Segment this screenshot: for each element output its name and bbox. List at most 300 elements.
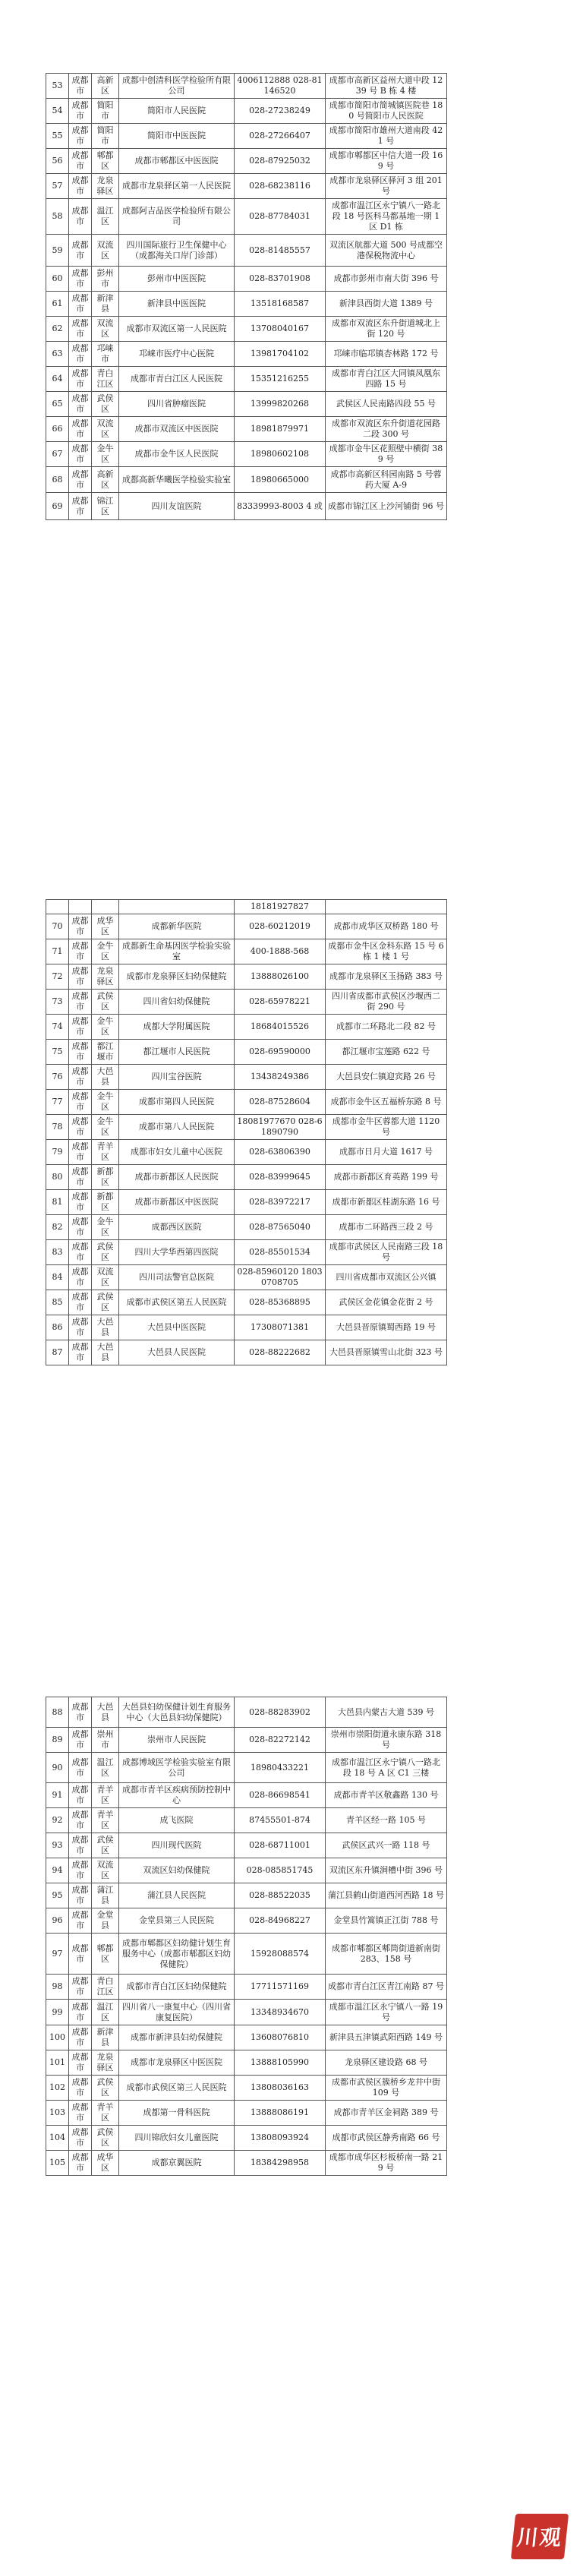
row-number: 71	[46, 939, 69, 964]
table-row	[46, 199, 447, 235]
table-row	[46, 1340, 447, 1365]
table-row	[46, 235, 447, 267]
table-row	[46, 392, 447, 417]
table-row	[46, 2050, 447, 2076]
district-cell: 新津县	[92, 292, 119, 317]
row-number: 94	[46, 1858, 69, 1883]
district-cell: 武侯区	[92, 1290, 119, 1315]
district-cell: 青白江区	[92, 367, 119, 392]
hospital-name-cell: 四川省八一康复中心（四川省康复医院）	[119, 2000, 235, 2025]
row-number: 69	[46, 493, 69, 520]
address-cell: 武侯区武兴一路 118 号	[326, 1833, 447, 1858]
hospital-name-cell: 四川锦欣妇女儿童医院	[119, 2126, 235, 2151]
hospital-name-cell: 成都市龙泉驿区妇幼保健院	[119, 964, 235, 990]
table-row	[46, 1265, 447, 1290]
watermark-text: 川观	[515, 2525, 564, 2550]
address-cell: 成都市新都区育英路 199 号	[326, 1165, 447, 1190]
hospital-table-1	[46, 73, 447, 520]
district-cell: 金牛区	[92, 939, 119, 964]
phone-cell: 028-83701908	[235, 267, 326, 292]
phone-cell: 400-1888-568	[235, 939, 326, 964]
address-cell: 成都市日月大道 1617 号	[326, 1140, 447, 1165]
hospital-name-cell: 蒲江县人民医院	[119, 1883, 235, 1908]
row-number: 70	[46, 914, 69, 939]
district-cell: 新都区	[92, 1165, 119, 1190]
row-number: 60	[46, 267, 69, 292]
address-cell: 都江堰市宝莲路 622 号	[326, 1040, 447, 1065]
district-cell: 双流区	[92, 417, 119, 442]
phone-cell: 13438249386	[235, 1065, 326, 1090]
hospital-name-cell: 四川友谊医院	[119, 493, 235, 520]
address-cell: 成都市郫都区中信大道一段 169 号	[326, 149, 447, 174]
table-row	[46, 1783, 447, 1808]
hospital-name-cell: 成都中创清科医学检验所有限公司	[119, 74, 235, 99]
hospital-name-cell: 成都阿吉品医学检验所有限公司	[119, 199, 235, 235]
city-cell: 成都市	[69, 2151, 92, 2176]
address-cell: 成都市龙泉驿区玉扬路 383 号	[326, 964, 447, 990]
city-cell: 成都市	[69, 1340, 92, 1365]
phone-cell: 13888105990	[235, 2050, 326, 2076]
address-cell: 新津县五津镇武阳西路 149 号	[326, 2025, 447, 2050]
address-cell: 武侯区金花镇金花街 2 号	[326, 1290, 447, 1315]
phone-cell: 028-27266407	[235, 124, 326, 149]
city-cell: 成都市	[69, 317, 92, 342]
city-cell: 成都市	[69, 1975, 92, 2000]
hospital-name-cell: 成都新生命基因医学检验实验室	[119, 939, 235, 964]
hospital-name-cell: 简阳市中医医院	[119, 124, 235, 149]
district-cell: 大邑县	[92, 1065, 119, 1090]
hospital-name-cell: 成都第一骨科医院	[119, 2101, 235, 2126]
row-number: 102	[46, 2076, 69, 2101]
table-row	[46, 2000, 447, 2025]
phone-cell: 15928088574	[235, 1934, 326, 1975]
city-cell: 成都市	[69, 1190, 92, 1215]
district-cell: 高新区	[92, 467, 119, 493]
row-number: 57	[46, 174, 69, 199]
city-cell: 成都市	[69, 1858, 92, 1883]
address-cell: 成都市金牛区五福桥东路 8 号	[326, 1090, 447, 1115]
row-number: 84	[46, 1265, 69, 1290]
phone-cell: 4006112888 028-81146520	[235, 74, 326, 99]
row-number: 76	[46, 1065, 69, 1090]
hospital-name-cell: 成都市龙泉驿区中医医院	[119, 2050, 235, 2076]
address-cell: 邛崃市临邛镇杏林路 172 号	[326, 342, 447, 367]
table-row	[46, 1165, 447, 1190]
district-cell: 金牛区	[92, 442, 119, 467]
city-cell: 成都市	[69, 1833, 92, 1858]
hospital-name-cell: 四川司法警官总医院	[119, 1265, 235, 1290]
city-cell: 成都市	[69, 2025, 92, 2050]
address-cell: 成都市武侯区人民南路三段 18 号	[326, 1240, 447, 1265]
city-cell: 成都市	[69, 99, 92, 124]
table-row	[46, 1115, 447, 1140]
hospital-name-cell: 大邑县人民医院	[119, 1340, 235, 1365]
district-cell: 武侯区	[92, 2126, 119, 2151]
table-row	[46, 417, 447, 442]
address-cell: 成都市高新区科园南路 5 号蓉药大厦 A-9	[326, 467, 447, 493]
city-cell: 成都市	[69, 174, 92, 199]
city-cell: 成都市	[69, 1728, 92, 1753]
city-cell: 成都市	[69, 149, 92, 174]
row-number: 75	[46, 1040, 69, 1065]
city-cell: 成都市	[69, 1697, 92, 1728]
hospital-name-cell: 大邑县中医医院	[119, 1315, 235, 1340]
table-row	[46, 1728, 447, 1753]
city-cell: 成都市	[69, 2126, 92, 2151]
phone-cell: 17711571169	[235, 1975, 326, 2000]
hospital-name-cell: 邛崃市医疗中心医院	[119, 342, 235, 367]
city-cell: 成都市	[69, 1290, 92, 1315]
address-cell: 成都市青白江区青江南路 87 号	[326, 1975, 447, 2000]
address-cell: 成都市金牛区花照壁中横街 389 号	[326, 442, 447, 467]
address-cell: 成都市双流区东升街道花园路二段 300 号	[326, 417, 447, 442]
district-cell: 青羊区	[92, 1140, 119, 1165]
city-cell: 成都市	[69, 1040, 92, 1065]
phone-cell: 028-85960120 18030708705	[235, 1265, 326, 1290]
district-cell: 崇州市	[92, 1728, 119, 1753]
phone-cell: 028-27238249	[235, 99, 326, 124]
district-cell: 温江区	[92, 2000, 119, 2025]
address-cell: 成都市温江区永宁镇八一路 19 号	[326, 2000, 447, 2025]
city-cell: 成都市	[69, 442, 92, 467]
table-row	[46, 2126, 447, 2151]
table-row	[46, 124, 447, 149]
district-cell: 郫都区	[92, 149, 119, 174]
table-row	[46, 292, 447, 317]
address-cell: 大邑县晋原镇蜀西路 19 号	[326, 1315, 447, 1340]
city-cell: 成都市	[69, 367, 92, 392]
table-row	[46, 74, 447, 99]
row-number: 54	[46, 99, 69, 124]
district-cell: 温江区	[92, 199, 119, 235]
address-cell: 成都市郫都区郫筒街道新南街 283、158 号	[326, 1934, 447, 1975]
row-number: 74	[46, 1015, 69, 1040]
row-number: 86	[46, 1315, 69, 1340]
hospital-name-cell: 成都市青羊区疾病预防控制中心	[119, 1783, 235, 1808]
district-cell: 温江区	[92, 1753, 119, 1783]
hospital-name-cell: 简阳市人民医院	[119, 99, 235, 124]
phone-cell: 028-69590000	[235, 1040, 326, 1065]
district-cell: 武侯区	[92, 990, 119, 1015]
row-number: 73	[46, 990, 69, 1015]
city-cell: 成都市	[69, 417, 92, 442]
address-cell: 成都市青羊区敬鑫路 130 号	[326, 1783, 447, 1808]
address-cell: 成都市彭州市南大街 396 号	[326, 267, 447, 292]
address-cell: 成都市二环路北二段 82 号	[326, 1015, 447, 1040]
table-row	[46, 149, 447, 174]
row-number: 96	[46, 1908, 69, 1934]
district-cell: 龙泉驿区	[92, 2050, 119, 2076]
phone-cell: 13808036163	[235, 2076, 326, 2101]
hospital-name-cell: 成都市青白江区人民医院	[119, 367, 235, 392]
hospital-name-cell: 双流区妇幼保健院	[119, 1858, 235, 1883]
address-cell: 成都市金牛区蓉都大道 1120 号	[326, 1115, 447, 1140]
city-cell: 成都市	[69, 964, 92, 990]
phone-cell: 17308071381	[235, 1315, 326, 1340]
table-row	[46, 2151, 447, 2176]
phone-cell: 028-68711001	[235, 1833, 326, 1858]
hospital-name-cell: 成都市武侯区第三人民医院	[119, 2076, 235, 2101]
hospital-name-cell: 成都市龙泉驿区第一人民医院	[119, 174, 235, 199]
address-cell: 成都市温江区永宁镇八一路北段 18 号医科马都基地一期 1 区 D1 栋	[326, 199, 447, 235]
district-cell: 武侯区	[92, 1833, 119, 1858]
hospital-name-cell: 成都市青白江区妇幼保健院	[119, 1975, 235, 2000]
district-cell: 蒲江县	[92, 1883, 119, 1908]
table-row	[46, 442, 447, 467]
phone-cell: 18980602108	[235, 442, 326, 467]
phone-cell: 028-85501534	[235, 1240, 326, 1265]
city-cell: 成都市	[69, 1115, 92, 1140]
phone-cell: 028-63806390	[235, 1140, 326, 1165]
phone-cell: 028-86698541	[235, 1783, 326, 1808]
hospital-name-cell: 成都市妇女儿童中心医院	[119, 1140, 235, 1165]
phone-cell: 028-87528604	[235, 1090, 326, 1115]
row-number: 103	[46, 2101, 69, 2126]
phone-cell: 13348934670	[235, 2000, 326, 2025]
hospital-name-cell: 彭州市中医医院	[119, 267, 235, 292]
hospital-name-cell: 成都博域医学检验实验室有限公司	[119, 1753, 235, 1783]
address-cell: 成都市简阳市雄州大道南段 421 号	[326, 124, 447, 149]
phone-cell: 13608076810	[235, 2025, 326, 2050]
row-number: 101	[46, 2050, 69, 2076]
district-cell: 新都区	[92, 1190, 119, 1215]
address-cell: 成都市武侯区簇桥乡龙井中街 109 号	[326, 2076, 447, 2101]
phone-cell: 83339993-8003 4 或	[235, 493, 326, 520]
hospital-name-cell: 成都市新津县妇幼保健院	[119, 2025, 235, 2050]
table-row	[46, 1315, 447, 1340]
district-cell: 武侯区	[92, 2076, 119, 2101]
hospital-name-cell: 四川宝谷医院	[119, 1065, 235, 1090]
district-cell: 郫都区	[92, 1934, 119, 1975]
city-cell: 成都市	[69, 1165, 92, 1190]
phone-cell: 18980433221	[235, 1753, 326, 1783]
chuanguan-watermark-logo	[511, 2514, 569, 2559]
phone-cell: 028-87784031	[235, 199, 326, 235]
row-number: 66	[46, 417, 69, 442]
hospital-name-cell: 大邑县妇幼保健计划生育服务中心（大邑县妇幼保健院）	[119, 1697, 235, 1728]
table-row	[46, 1065, 447, 1090]
city-cell: 成都市	[69, 74, 92, 99]
address-cell: 成都市金牛区金科东路 15 号 6 栋 1 楼 1 号	[326, 939, 447, 964]
address-cell: 成都市成华区杉板桥南一路 219 号	[326, 2151, 447, 2176]
table-row	[46, 342, 447, 367]
table-row	[46, 1753, 447, 1783]
city-cell: 成都市	[69, 914, 92, 939]
district-cell: 大邑县	[92, 1315, 119, 1340]
row-number: 90	[46, 1753, 69, 1783]
address-cell: 金堂县竹篙镇正江街 788 号	[326, 1908, 447, 1934]
row-number: 89	[46, 1728, 69, 1753]
phone-cell: 028-84968227	[235, 1908, 326, 1934]
city-cell: 成都市	[69, 1065, 92, 1090]
city-cell: 成都市	[69, 342, 92, 367]
table-row	[46, 2076, 447, 2101]
table-row	[46, 990, 447, 1015]
phone-cell: 028-85368895	[235, 1290, 326, 1315]
phone-cell: 13888026100	[235, 964, 326, 990]
table-row	[46, 1140, 447, 1165]
address-cell: 大邑县安仁镇迎宾路 26 号	[326, 1065, 447, 1090]
address-cell: 成都市新都区桂湖东路 16 号	[326, 1190, 447, 1215]
city-cell: 成都市	[69, 1808, 92, 1833]
phone-cell: 028-88283902	[235, 1697, 326, 1728]
table-row	[46, 1240, 447, 1265]
row-number: 92	[46, 1808, 69, 1833]
hospital-name-cell: 成都市金牛区人民医院	[119, 442, 235, 467]
table-row	[46, 1215, 447, 1240]
continuation-tel: 18181927827	[235, 900, 326, 914]
row-number: 63	[46, 342, 69, 367]
address-cell: 大邑县内蒙古大道 539 号	[326, 1697, 447, 1728]
row-number: 105	[46, 2151, 69, 2176]
city-cell: 成都市	[69, 2076, 92, 2101]
row-number: 65	[46, 392, 69, 417]
hospital-name-cell: 四川大学华西第四医院	[119, 1240, 235, 1265]
row-number: 98	[46, 1975, 69, 2000]
phone-cell: 87455501-874	[235, 1808, 326, 1833]
phone-cell: 18384298958	[235, 2151, 326, 2176]
row-number: 55	[46, 124, 69, 149]
address-cell: 大邑县晋原镇雪山北街 323 号	[326, 1340, 447, 1365]
phone-cell: 028-65978221	[235, 990, 326, 1015]
row-number: 91	[46, 1783, 69, 1808]
table-row	[46, 99, 447, 124]
row-number: 82	[46, 1215, 69, 1240]
city-cell: 成都市	[69, 1015, 92, 1040]
hospital-name-cell: 成都市双流区中医医院	[119, 417, 235, 442]
row-number: 56	[46, 149, 69, 174]
phone-cell: 15351216255	[235, 367, 326, 392]
phone-cell: 13888086191	[235, 2101, 326, 2126]
district-cell: 锦江区	[92, 493, 119, 520]
address-cell: 成都市青白江区大同镇凤凰东四路 15 号	[326, 367, 447, 392]
hospital-name-cell: 崇州市人民医院	[119, 1728, 235, 1753]
row-number: 68	[46, 467, 69, 493]
city-cell: 成都市	[69, 1753, 92, 1783]
city-cell: 成都市	[69, 1265, 92, 1290]
city-cell: 成都市	[69, 1090, 92, 1115]
phone-cell: 13999820268	[235, 392, 326, 417]
district-cell: 简阳市	[92, 99, 119, 124]
district-cell: 双流区	[92, 317, 119, 342]
city-cell: 成都市	[69, 939, 92, 964]
address-cell: 成都市锦江区上沙河铺街 96 号	[326, 493, 447, 520]
row-number: 77	[46, 1090, 69, 1115]
continuation-row	[46, 900, 447, 914]
hospital-name-cell: 成都市第四人民医院	[119, 1090, 235, 1115]
phone-cell: 13808093924	[235, 2126, 326, 2151]
address-cell: 龙泉驿区建设路 68 号	[326, 2050, 447, 2076]
district-cell: 金牛区	[92, 1215, 119, 1240]
district-cell: 青羊区	[92, 2101, 119, 2126]
city-cell: 成都市	[69, 2000, 92, 2025]
table-row	[46, 1934, 447, 1975]
city-cell: 成都市	[69, 267, 92, 292]
row-number: 61	[46, 292, 69, 317]
phone-cell: 13708040167	[235, 317, 326, 342]
table-row	[46, 1040, 447, 1065]
table-row	[46, 1090, 447, 1115]
address-cell: 成都市二环路西三段 2 号	[326, 1215, 447, 1240]
row-number: 67	[46, 442, 69, 467]
district-cell: 邛崃市	[92, 342, 119, 367]
phone-cell: 028-085851745	[235, 1858, 326, 1883]
address-cell: 蒲江县鹤山街道西河西路 18 号	[326, 1883, 447, 1908]
address-cell: 四川省成都市武侯区沙堰西二街 290 号	[326, 990, 447, 1015]
hospital-name-cell: 成都市郫都区妇幼健计划生育服务中心（成都市郫都区妇幼保健院）	[119, 1934, 235, 1975]
hospital-name-cell: 成都市郫都区中医医院	[119, 149, 235, 174]
address-cell: 四川省成都市双流区公兴镇	[326, 1265, 447, 1290]
phone-cell: 13981704102	[235, 342, 326, 367]
hospital-name-cell: 成飞医院	[119, 1808, 235, 1833]
city-cell: 成都市	[69, 235, 92, 267]
phone-cell: 18980665000	[235, 467, 326, 493]
hospital-name-cell: 成都大学附属医院	[119, 1015, 235, 1040]
district-cell: 高新区	[92, 74, 119, 99]
phone-cell: 13518168587	[235, 292, 326, 317]
hospital-name-cell: 四川现代医院	[119, 1833, 235, 1858]
hospital-name-cell: 新津县中医医院	[119, 292, 235, 317]
city-cell: 成都市	[69, 1783, 92, 1808]
phone-cell: 18684015526	[235, 1015, 326, 1040]
phone-cell: 028-83999645	[235, 1165, 326, 1190]
city-cell: 成都市	[69, 292, 92, 317]
city-cell: 成都市	[69, 990, 92, 1015]
district-cell: 青羊区	[92, 1808, 119, 1833]
district-cell: 青白江区	[92, 1975, 119, 2000]
address-cell: 成都市双流区东升街道城北上街 120 号	[326, 317, 447, 342]
district-cell: 龙泉驿区	[92, 174, 119, 199]
row-number: 58	[46, 199, 69, 235]
hospital-name-cell: 成都高新华曦医学检验实验室	[119, 467, 235, 493]
row-number: 53	[46, 74, 69, 99]
city-cell: 成都市	[69, 493, 92, 520]
hospital-name-cell: 成都市武侯区第五人民医院	[119, 1290, 235, 1315]
row-number: 81	[46, 1190, 69, 1215]
address-cell: 双流区航都大道 500 号成都空港保税物流中心	[326, 235, 447, 267]
hospital-name-cell: 成都西区医院	[119, 1215, 235, 1240]
city-cell: 成都市	[69, 124, 92, 149]
table-row	[46, 2025, 447, 2050]
city-cell: 成都市	[69, 1934, 92, 1975]
city-cell: 成都市	[69, 392, 92, 417]
district-cell: 双流区	[92, 1265, 119, 1290]
hospital-table-3	[46, 1697, 447, 2176]
hospital-name-cell: 成都市新都区中医医院	[119, 1190, 235, 1215]
row-number: 78	[46, 1115, 69, 1140]
phone-cell: 028-88522035	[235, 1883, 326, 1908]
table-row	[46, 939, 447, 964]
row-number: 79	[46, 1140, 69, 1165]
row-number: 100	[46, 2025, 69, 2050]
table-row	[46, 1190, 447, 1215]
district-cell: 金牛区	[92, 1015, 119, 1040]
address-cell: 新津县西街大道 1389 号	[326, 292, 447, 317]
city-cell: 成都市	[69, 1315, 92, 1340]
district-cell: 金牛区	[92, 1115, 119, 1140]
table-row	[46, 1808, 447, 1833]
table-row	[46, 317, 447, 342]
phone-cell: 18081977670 028-61890790	[235, 1115, 326, 1140]
address-cell: 成都市青羊区金祠路 389 号	[326, 2101, 447, 2126]
city-cell: 成都市	[69, 467, 92, 493]
address-cell: 成都市武侯区静秀南路 66 号	[326, 2126, 447, 2151]
district-cell: 成华区	[92, 914, 119, 939]
hospital-table-2	[46, 899, 447, 1365]
row-number: 93	[46, 1833, 69, 1858]
row-number: 80	[46, 1165, 69, 1190]
hospital-name-cell: 成都市第八人民医院	[119, 1115, 235, 1140]
